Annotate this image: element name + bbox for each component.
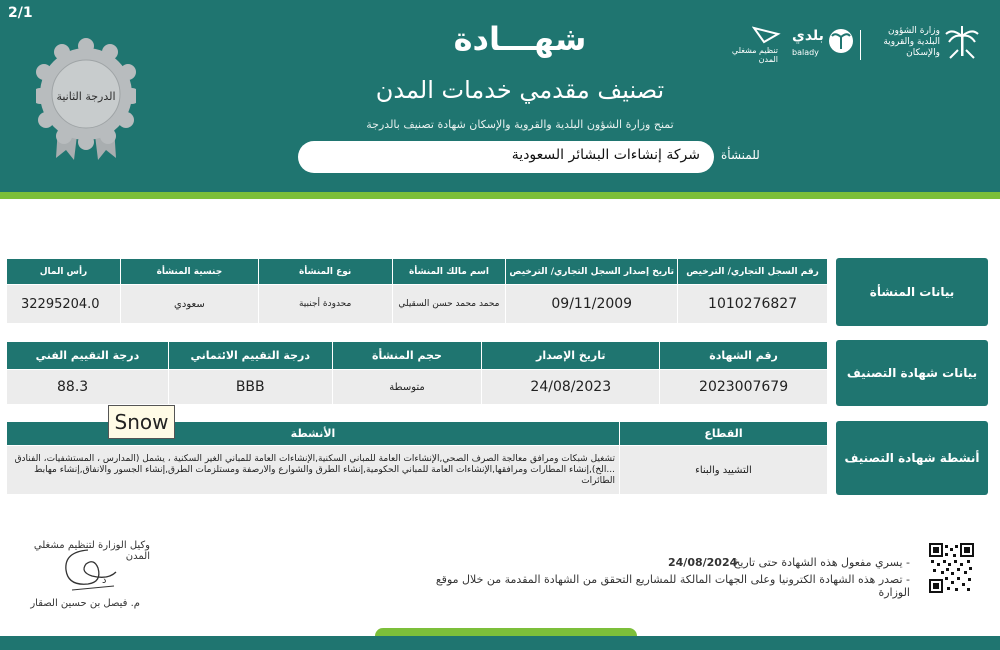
validity-note: - يسري مفعول هذه الشهادة حتى تاريخ [733,556,910,569]
cert-size: متوسطة [332,370,482,405]
certificate-table [6,341,828,405]
activities-sector: التشييد والبناء [620,446,828,495]
header-divider [0,192,1000,199]
establishment-table [6,258,828,324]
certificate-section-label: بيانات شهادة التصنيف [836,340,988,406]
snow-tooltip: Snow [108,405,175,439]
est-header-owner: اسم مالك المنشأة [392,259,506,285]
balady-logo-text: بلدي [792,28,824,44]
page-number: 2/1 [8,5,33,21]
cities-operators-text: تنظيم مشغلي المدن [731,46,778,64]
est-header-capital: رأس المال [7,259,121,285]
cert-header-size: حجم المنشأة [332,342,482,370]
logos-group [722,22,982,72]
certificate-description: تمنح وزارة الشؤون البلدية والقروية والإسكان شهادة تصنيف بالدرجة [366,118,674,131]
est-header-cr: رقم السجل التجاري/ الترخيص [678,259,828,285]
signer-name: م. فيصل بن حسين الصقار [30,598,140,609]
activities-header-sector: القطاع [620,422,828,446]
signature-icon [58,546,128,594]
est-cr-date: 09/11/2009 [506,285,678,324]
cert-header-credit: درجة التقييم الائتماني [168,342,332,370]
signer-prefix: د [102,575,107,586]
cert-header-technical: درجة التقييم الفني [7,342,169,370]
est-type: محدودة أجنبية [258,285,392,324]
cert-technical-grade: 88.3 [7,370,169,405]
cert-number: 2023007679 [660,370,828,405]
validity-date: 24/08/2024 [668,556,738,569]
cert-issue-date: 24/08/2023 [482,370,660,405]
verify-note: - تصدر هذه الشهادة الكترونيا وعلى الجهات المالكة للمشاريع التحقق من الشهادة المقدمة من خلال موقع الوزارة [435,573,910,599]
certificate-subtitle: تصنيف مقدمي خدمات المدن [375,76,665,104]
signer-title: وكيل الوزارة لتنظيم مشغلي المدن [33,540,150,562]
est-header-type: نوع المنشأة [258,259,392,285]
ministry-palm-icon [944,24,980,62]
balady-logo-en: balady [792,48,819,57]
est-cr-number: 1010276827 [678,285,828,324]
activities-section-label: أنشطة شهادة التصنيف [836,421,988,495]
certificate-title: شهـــادة [453,20,587,58]
cert-header-issue-date: تاريخ الإصدار [482,342,660,370]
establishment-label: للمنشأة [721,148,760,162]
logo-divider [860,30,861,60]
ministry-name: وزارة الشؤون البلدية والقروية والإسكان [883,26,940,58]
est-capital: 32295204.0 [7,285,121,324]
establishment-name-field [298,141,714,173]
footer-bar [0,636,1000,650]
est-header-cr-date: تاريخ إصدار السجل التجاري/ الترخيص [506,259,678,285]
qr-code-icon[interactable] [929,543,974,593]
balady-palm-icon [828,28,854,54]
cities-operators-icon [752,24,782,46]
seal-grade-text: الدرجة الثانية [56,90,116,103]
establishment-section-label: بيانات المنشأة [836,258,988,326]
est-nationality: سعودي [121,285,259,324]
activities-list: تشغيل شبكات ومرافق معالجة الصرف الصحي,الإنشاءات العامة للمباني السكنية,الإنشاءات العامة للمباني الغير السكنية ، يشمل (المدارس ، المستشفيات، الفنادق ...الخ),إنشاء المطارات ومرافقها,الإنشاءات العامة للمباني الحكومية,إنشاء الطرق والشوارع والارصفة ومستلزمات الطرق,إنشاء الجسور والانفاق,إنشاء مهابط الطائرات [7,446,620,495]
cert-credit-grade: BBB [168,370,332,405]
establishment-name: شركة إنشاءات البشائر السعودية [511,147,700,163]
est-header-nationality: جنسية المنشأة [121,259,259,285]
activities-header-list: الأنشطة [7,422,620,446]
cert-header-number: رقم الشهادة [660,342,828,370]
est-owner-name: محمد محمد حسن السقيلي [392,285,506,324]
